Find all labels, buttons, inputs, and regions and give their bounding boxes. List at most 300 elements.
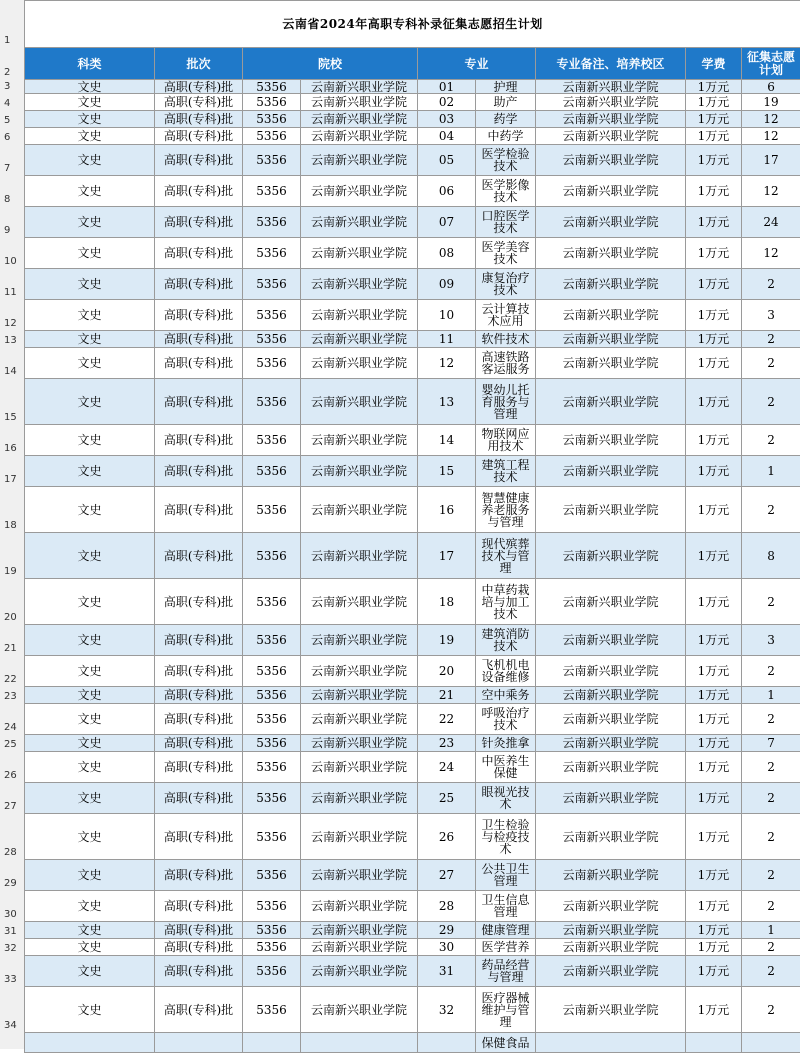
row-number[interactable]: 4 [0, 98, 24, 109]
cell-tuition[interactable]: 1万元 [686, 814, 742, 860]
cell-category[interactable]: 文史 [25, 269, 155, 300]
cell-major[interactable]: 医学影像技术 [476, 176, 536, 207]
cell-major-code[interactable]: 18 [418, 579, 476, 625]
cell-plan[interactable]: 12 [742, 128, 800, 145]
cell-batch[interactable]: 高职(专科)批 [155, 735, 243, 752]
cell-major-code[interactable]: 30 [418, 939, 476, 956]
cell-major[interactable]: 卫生检验与检疫技术 [476, 814, 536, 860]
cell-school-code[interactable]: 5356 [243, 207, 301, 238]
cell-major[interactable]: 高速铁路客运服务 [476, 348, 536, 379]
cell-batch[interactable]: 高职(专科)批 [155, 348, 243, 379]
cell-major-code[interactable]: 07 [418, 207, 476, 238]
cell-plan[interactable]: 7 [742, 735, 800, 752]
cell-school[interactable]: 云南新兴职业学院 [301, 111, 418, 128]
cell-major-code[interactable]: 03 [418, 111, 476, 128]
cell-note[interactable]: 云南新兴职业学院 [536, 704, 686, 735]
cell-school[interactable]: 云南新兴职业学院 [301, 735, 418, 752]
cell-tuition[interactable]: 1万元 [686, 783, 742, 814]
cell-tuition[interactable]: 1万元 [686, 379, 742, 425]
cell-school-code[interactable]: 5356 [243, 922, 301, 939]
cell-category[interactable]: 文史 [25, 348, 155, 379]
cell-category[interactable]: 文史 [25, 752, 155, 783]
cell-major[interactable]: 药学 [476, 111, 536, 128]
cell-plan[interactable]: 8 [742, 533, 800, 579]
cell-category[interactable]: 文史 [25, 487, 155, 533]
cell-plan[interactable]: 6 [742, 80, 800, 94]
cell-tuition[interactable]: 1万元 [686, 625, 742, 656]
cell-batch[interactable]: 高职(专科)批 [155, 331, 243, 348]
row-number[interactable]: 3 [0, 81, 24, 92]
cell-tuition[interactable]: 1万元 [686, 487, 742, 533]
cell-note[interactable]: 云南新兴职业学院 [536, 783, 686, 814]
row-number[interactable]: 33 [0, 974, 24, 985]
cell-school-code[interactable]: 5356 [243, 860, 301, 891]
cell-school[interactable]: 云南新兴职业学院 [301, 94, 418, 111]
cell-note[interactable]: 云南新兴职业学院 [536, 752, 686, 783]
cell-plan[interactable]: 1 [742, 687, 800, 704]
cell-school[interactable]: 云南新兴职业学院 [301, 379, 418, 425]
cell-category[interactable]: 文史 [25, 425, 155, 456]
cell-school-code[interactable]: 5356 [243, 704, 301, 735]
cell-batch[interactable]: 高职(专科)批 [155, 145, 243, 176]
cell-major-code[interactable]: 10 [418, 300, 476, 331]
cell-school[interactable]: 云南新兴职业学院 [301, 331, 418, 348]
cell-batch[interactable]: 高职(专科)批 [155, 922, 243, 939]
cell-major[interactable]: 建筑消防技术 [476, 625, 536, 656]
cell-school-code[interactable]: 5356 [243, 94, 301, 111]
cell-school-code[interactable]: 5356 [243, 348, 301, 379]
cell-school[interactable]: 云南新兴职业学院 [301, 687, 418, 704]
cell-batch[interactable]: 高职(专科)批 [155, 94, 243, 111]
cell-plan[interactable]: 2 [742, 939, 800, 956]
cell-school[interactable]: 云南新兴职业学院 [301, 207, 418, 238]
cell-batch[interactable]: 高职(专科)批 [155, 987, 243, 1033]
cell-school-code[interactable]: 5356 [243, 939, 301, 956]
row-number[interactable]: 18 [0, 520, 24, 531]
cell-tuition[interactable]: 1万元 [686, 94, 742, 111]
cell-major-code[interactable]: 22 [418, 704, 476, 735]
cell-plan[interactable]: 2 [742, 860, 800, 891]
cell-major-code[interactable]: 23 [418, 735, 476, 752]
cell-school-code[interactable]: 5356 [243, 783, 301, 814]
cell-category[interactable]: 文史 [25, 94, 155, 111]
cell-batch[interactable]: 高职(专科)批 [155, 456, 243, 487]
cell-batch[interactable]: 高职(专科)批 [155, 579, 243, 625]
row-number[interactable]: 13 [0, 335, 24, 346]
cell-major[interactable]: 软件技术 [476, 331, 536, 348]
cell-school-code[interactable]: 5356 [243, 456, 301, 487]
cell-batch[interactable]: 高职(专科)批 [155, 939, 243, 956]
cell-major[interactable]: 智慧健康养老服务与管理 [476, 487, 536, 533]
cell-plan[interactable]: 2 [742, 891, 800, 922]
cell-major[interactable]: 针灸推拿 [476, 735, 536, 752]
cell-plan[interactable]: 2 [742, 814, 800, 860]
cell-plan[interactable]: 3 [742, 625, 800, 656]
cell-major-code[interactable]: 26 [418, 814, 476, 860]
cell-category[interactable] [25, 1033, 155, 1053]
cell-major-code[interactable]: 05 [418, 145, 476, 176]
row-number[interactable]: 23 [0, 691, 24, 702]
cell-category[interactable]: 文史 [25, 533, 155, 579]
cell-note[interactable]: 云南新兴职业学院 [536, 656, 686, 687]
row-number[interactable]: 14 [0, 366, 24, 377]
cell-plan[interactable]: 2 [742, 752, 800, 783]
cell-tuition[interactable]: 1万元 [686, 656, 742, 687]
cell-tuition[interactable]: 1万元 [686, 579, 742, 625]
cell-tuition[interactable]: 1万元 [686, 111, 742, 128]
cell-category[interactable]: 文史 [25, 176, 155, 207]
cell-school[interactable]: 云南新兴职业学院 [301, 656, 418, 687]
cell-plan[interactable]: 2 [742, 579, 800, 625]
cell-school-code[interactable]: 5356 [243, 80, 301, 94]
cell-school[interactable]: 云南新兴职业学院 [301, 348, 418, 379]
cell-major[interactable]: 医学营养 [476, 939, 536, 956]
cell-category[interactable]: 文史 [25, 238, 155, 269]
cell-school-code[interactable]: 5356 [243, 145, 301, 176]
cell-school[interactable]: 云南新兴职业学院 [301, 625, 418, 656]
row-number[interactable]: 26 [0, 770, 24, 781]
cell-school[interactable]: 云南新兴职业学院 [301, 891, 418, 922]
cell-tuition[interactable]: 1万元 [686, 128, 742, 145]
cell-major[interactable]: 助产 [476, 94, 536, 111]
row-number[interactable]: 6 [0, 132, 24, 143]
cell-category[interactable]: 文史 [25, 891, 155, 922]
cell-tuition[interactable]: 1万元 [686, 687, 742, 704]
cell-note[interactable]: 云南新兴职业学院 [536, 425, 686, 456]
cell-batch[interactable]: 高职(专科)批 [155, 238, 243, 269]
cell-category[interactable]: 文史 [25, 625, 155, 656]
cell-school-code[interactable]: 5356 [243, 238, 301, 269]
row-number[interactable]: 12 [0, 318, 24, 329]
cell-plan[interactable]: 2 [742, 956, 800, 987]
cell-major[interactable]: 医学美容技术 [476, 238, 536, 269]
cell-category[interactable]: 文史 [25, 735, 155, 752]
cell-category[interactable]: 文史 [25, 579, 155, 625]
cell-school-code[interactable]: 5356 [243, 111, 301, 128]
cell-category[interactable]: 文史 [25, 111, 155, 128]
cell-plan[interactable]: 2 [742, 656, 800, 687]
cell-tuition[interactable] [686, 1033, 742, 1053]
cell-major-code[interactable]: 28 [418, 891, 476, 922]
cell-school[interactable]: 云南新兴职业学院 [301, 425, 418, 456]
cell-school[interactable]: 云南新兴职业学院 [301, 939, 418, 956]
cell-category[interactable]: 文史 [25, 814, 155, 860]
cell-plan[interactable]: 3 [742, 300, 800, 331]
cell-major-code[interactable] [418, 1033, 476, 1053]
cell-plan[interactable]: 2 [742, 487, 800, 533]
cell-major[interactable]: 中药学 [476, 128, 536, 145]
cell-plan[interactable]: 19 [742, 94, 800, 111]
cell-tuition[interactable]: 1万元 [686, 860, 742, 891]
cell-school[interactable]: 云南新兴职业学院 [301, 752, 418, 783]
cell-school-code[interactable]: 5356 [243, 176, 301, 207]
cell-plan[interactable]: 2 [742, 348, 800, 379]
cell-major-code[interactable]: 11 [418, 331, 476, 348]
cell-note[interactable]: 云南新兴职业学院 [536, 814, 686, 860]
row-number[interactable]: 15 [0, 412, 24, 423]
cell-school-code[interactable]: 5356 [243, 625, 301, 656]
cell-note[interactable]: 云南新兴职业学院 [536, 238, 686, 269]
cell-major-code[interactable]: 15 [418, 456, 476, 487]
cell-tuition[interactable]: 1万元 [686, 704, 742, 735]
cell-major[interactable]: 中医养生保健 [476, 752, 536, 783]
row-number[interactable]: 9 [0, 225, 24, 236]
row-number[interactable]: 1 [0, 35, 24, 46]
cell-school-code[interactable]: 5356 [243, 300, 301, 331]
row-number[interactable]: 8 [0, 194, 24, 205]
cell-note[interactable]: 云南新兴职业学院 [536, 300, 686, 331]
cell-note[interactable]: 云南新兴职业学院 [536, 80, 686, 94]
cell-major[interactable]: 药品经营与管理 [476, 956, 536, 987]
cell-major-code[interactable]: 24 [418, 752, 476, 783]
row-number[interactable]: 7 [0, 163, 24, 174]
cell-school[interactable]: 云南新兴职业学院 [301, 860, 418, 891]
cell-school-code[interactable]: 5356 [243, 687, 301, 704]
cell-category[interactable]: 文史 [25, 687, 155, 704]
cell-major[interactable]: 保健食品 [476, 1033, 536, 1053]
cell-tuition[interactable]: 1万元 [686, 348, 742, 379]
cell-tuition[interactable]: 1万元 [686, 80, 742, 94]
cell-batch[interactable]: 高职(专科)批 [155, 300, 243, 331]
cell-school-code[interactable]: 5356 [243, 331, 301, 348]
cell-tuition[interactable]: 1万元 [686, 735, 742, 752]
row-number[interactable]: 30 [0, 909, 24, 920]
cell-note[interactable]: 云南新兴职业学院 [536, 735, 686, 752]
cell-tuition[interactable]: 1万元 [686, 145, 742, 176]
cell-major[interactable]: 医学检验技术 [476, 145, 536, 176]
cell-plan[interactable] [742, 1033, 800, 1053]
cell-category[interactable]: 文史 [25, 331, 155, 348]
cell-plan[interactable]: 17 [742, 145, 800, 176]
cell-school[interactable]: 云南新兴职业学院 [301, 783, 418, 814]
cell-school[interactable]: 云南新兴职业学院 [301, 533, 418, 579]
cell-note[interactable]: 云南新兴职业学院 [536, 379, 686, 425]
cell-tuition[interactable]: 1万元 [686, 207, 742, 238]
cell-note[interactable]: 云南新兴职业学院 [536, 269, 686, 300]
row-number[interactable]: 21 [0, 643, 24, 654]
cell-tuition[interactable]: 1万元 [686, 269, 742, 300]
cell-note[interactable]: 云南新兴职业学院 [536, 860, 686, 891]
cell-school-code[interactable]: 5356 [243, 128, 301, 145]
cell-school-code[interactable]: 5356 [243, 579, 301, 625]
cell-category[interactable]: 文史 [25, 456, 155, 487]
cell-note[interactable]: 云南新兴职业学院 [536, 176, 686, 207]
cell-school[interactable] [301, 1033, 418, 1053]
cell-tuition[interactable]: 1万元 [686, 238, 742, 269]
cell-plan[interactable]: 2 [742, 987, 800, 1033]
cell-tuition[interactable]: 1万元 [686, 425, 742, 456]
cell-category[interactable]: 文史 [25, 783, 155, 814]
cell-note[interactable]: 云南新兴职业学院 [536, 348, 686, 379]
cell-major-code[interactable]: 27 [418, 860, 476, 891]
cell-batch[interactable]: 高职(专科)批 [155, 425, 243, 456]
row-number[interactable]: 5 [0, 115, 24, 126]
cell-note[interactable]: 云南新兴职业学院 [536, 94, 686, 111]
cell-tuition[interactable]: 1万元 [686, 956, 742, 987]
cell-major-code[interactable]: 19 [418, 625, 476, 656]
cell-tuition[interactable]: 1万元 [686, 987, 742, 1033]
cell-batch[interactable]: 高职(专科)批 [155, 487, 243, 533]
cell-school[interactable]: 云南新兴职业学院 [301, 456, 418, 487]
cell-school-code[interactable]: 5356 [243, 987, 301, 1033]
cell-major-code[interactable]: 06 [418, 176, 476, 207]
cell-major-code[interactable]: 02 [418, 94, 476, 111]
cell-school-code[interactable]: 5356 [243, 814, 301, 860]
cell-plan[interactable]: 1 [742, 456, 800, 487]
cell-plan[interactable]: 12 [742, 111, 800, 128]
cell-plan[interactable]: 2 [742, 704, 800, 735]
cell-school[interactable]: 云南新兴职业学院 [301, 80, 418, 94]
cell-major[interactable]: 物联网应用技术 [476, 425, 536, 456]
cell-category[interactable]: 文史 [25, 207, 155, 238]
cell-tuition[interactable]: 1万元 [686, 752, 742, 783]
cell-major[interactable]: 公共卫生管理 [476, 860, 536, 891]
cell-major-code[interactable]: 21 [418, 687, 476, 704]
cell-note[interactable]: 云南新兴职业学院 [536, 891, 686, 922]
cell-category[interactable]: 文史 [25, 956, 155, 987]
cell-tuition[interactable]: 1万元 [686, 176, 742, 207]
cell-note[interactable]: 云南新兴职业学院 [536, 331, 686, 348]
row-number[interactable]: 16 [0, 443, 24, 454]
cell-note[interactable]: 云南新兴职业学院 [536, 145, 686, 176]
cell-school-code[interactable]: 5356 [243, 425, 301, 456]
cell-batch[interactable] [155, 1033, 243, 1053]
cell-major-code[interactable]: 04 [418, 128, 476, 145]
cell-category[interactable]: 文史 [25, 704, 155, 735]
cell-school[interactable]: 云南新兴职业学院 [301, 269, 418, 300]
cell-school[interactable]: 云南新兴职业学院 [301, 956, 418, 987]
cell-school[interactable]: 云南新兴职业学院 [301, 300, 418, 331]
cell-category[interactable]: 文史 [25, 300, 155, 331]
cell-batch[interactable]: 高职(专科)批 [155, 752, 243, 783]
cell-school-code[interactable]: 5356 [243, 656, 301, 687]
cell-note[interactable]: 云南新兴职业学院 [536, 922, 686, 939]
cell-batch[interactable]: 高职(专科)批 [155, 704, 243, 735]
cell-batch[interactable]: 高职(专科)批 [155, 656, 243, 687]
cell-tuition[interactable]: 1万元 [686, 939, 742, 956]
cell-note[interactable]: 云南新兴职业学院 [536, 625, 686, 656]
row-number[interactable]: 11 [0, 287, 24, 298]
cell-major[interactable]: 飞机机电设备维修 [476, 656, 536, 687]
cell-major[interactable]: 现代殡葬技术与管理 [476, 533, 536, 579]
cell-school-code[interactable]: 5356 [243, 956, 301, 987]
cell-major-code[interactable]: 17 [418, 533, 476, 579]
cell-major-code[interactable]: 32 [418, 987, 476, 1033]
cell-batch[interactable]: 高职(专科)批 [155, 625, 243, 656]
cell-batch[interactable]: 高职(专科)批 [155, 80, 243, 94]
cell-plan[interactable]: 1 [742, 922, 800, 939]
row-number[interactable]: 28 [0, 847, 24, 858]
cell-note[interactable] [536, 1033, 686, 1053]
cell-plan[interactable]: 2 [742, 331, 800, 348]
cell-category[interactable]: 文史 [25, 145, 155, 176]
row-number[interactable]: 24 [0, 722, 24, 733]
cell-school-code[interactable]: 5356 [243, 891, 301, 922]
cell-major[interactable]: 建筑工程技术 [476, 456, 536, 487]
cell-batch[interactable]: 高职(专科)批 [155, 783, 243, 814]
cell-batch[interactable]: 高职(专科)批 [155, 379, 243, 425]
cell-major[interactable]: 呼吸治疗技术 [476, 704, 536, 735]
cell-major-code[interactable]: 29 [418, 922, 476, 939]
cell-major[interactable]: 护理 [476, 80, 536, 94]
cell-tuition[interactable]: 1万元 [686, 331, 742, 348]
cell-batch[interactable]: 高职(专科)批 [155, 533, 243, 579]
cell-tuition[interactable]: 1万元 [686, 300, 742, 331]
cell-batch[interactable]: 高职(专科)批 [155, 128, 243, 145]
cell-major-code[interactable]: 08 [418, 238, 476, 269]
cell-note[interactable]: 云南新兴职业学院 [536, 207, 686, 238]
cell-tuition[interactable]: 1万元 [686, 922, 742, 939]
cell-major-code[interactable]: 16 [418, 487, 476, 533]
cell-major-code[interactable]: 12 [418, 348, 476, 379]
cell-major[interactable]: 云计算技术应用 [476, 300, 536, 331]
cell-batch[interactable]: 高职(专科)批 [155, 860, 243, 891]
cell-tuition[interactable]: 1万元 [686, 891, 742, 922]
cell-school-code[interactable]: 5356 [243, 752, 301, 783]
row-number[interactable]: 2 [0, 67, 24, 78]
cell-major-code[interactable]: 14 [418, 425, 476, 456]
cell-school[interactable]: 云南新兴职业学院 [301, 922, 418, 939]
row-number[interactable]: 25 [0, 739, 24, 750]
cell-plan[interactable]: 12 [742, 238, 800, 269]
cell-school[interactable]: 云南新兴职业学院 [301, 487, 418, 533]
cell-major[interactable]: 口腔医学技术 [476, 207, 536, 238]
row-number[interactable]: 27 [0, 801, 24, 812]
cell-note[interactable]: 云南新兴职业学院 [536, 487, 686, 533]
cell-school[interactable]: 云南新兴职业学院 [301, 145, 418, 176]
cell-plan[interactable]: 2 [742, 425, 800, 456]
cell-note[interactable]: 云南新兴职业学院 [536, 939, 686, 956]
cell-major[interactable]: 卫生信息管理 [476, 891, 536, 922]
cell-category[interactable]: 文史 [25, 379, 155, 425]
cell-plan[interactable]: 2 [742, 379, 800, 425]
cell-major-code[interactable]: 25 [418, 783, 476, 814]
cell-major-code[interactable]: 01 [418, 80, 476, 94]
cell-note[interactable]: 云南新兴职业学院 [536, 687, 686, 704]
cell-batch[interactable]: 高职(专科)批 [155, 891, 243, 922]
cell-note[interactable]: 云南新兴职业学院 [536, 579, 686, 625]
row-number[interactable]: 29 [0, 878, 24, 889]
cell-category[interactable]: 文史 [25, 128, 155, 145]
cell-major[interactable]: 中草药栽培与加工技术 [476, 579, 536, 625]
cell-major-code[interactable]: 31 [418, 956, 476, 987]
row-number[interactable]: 31 [0, 926, 24, 937]
cell-school[interactable]: 云南新兴职业学院 [301, 238, 418, 269]
cell-school[interactable]: 云南新兴职业学院 [301, 128, 418, 145]
cell-category[interactable]: 文史 [25, 939, 155, 956]
cell-school-code[interactable]: 5356 [243, 269, 301, 300]
cell-major[interactable]: 健康管理 [476, 922, 536, 939]
cell-note[interactable]: 云南新兴职业学院 [536, 128, 686, 145]
cell-batch[interactable]: 高职(专科)批 [155, 207, 243, 238]
cell-batch[interactable]: 高职(专科)批 [155, 956, 243, 987]
cell-note[interactable]: 云南新兴职业学院 [536, 456, 686, 487]
cell-note[interactable]: 云南新兴职业学院 [536, 533, 686, 579]
cell-school[interactable]: 云南新兴职业学院 [301, 987, 418, 1033]
cell-school-code[interactable]: 5356 [243, 533, 301, 579]
row-number[interactable]: 10 [0, 256, 24, 267]
row-number[interactable]: 32 [0, 943, 24, 954]
cell-major-code[interactable]: 20 [418, 656, 476, 687]
cell-school[interactable]: 云南新兴职业学院 [301, 176, 418, 207]
cell-tuition[interactable]: 1万元 [686, 456, 742, 487]
cell-major[interactable]: 眼视光技术 [476, 783, 536, 814]
cell-note[interactable]: 云南新兴职业学院 [536, 111, 686, 128]
cell-major[interactable]: 医疗器械维护与管理 [476, 987, 536, 1033]
cell-major[interactable]: 空中乘务 [476, 687, 536, 704]
row-number[interactable]: 17 [0, 474, 24, 485]
cell-batch[interactable]: 高职(专科)批 [155, 111, 243, 128]
